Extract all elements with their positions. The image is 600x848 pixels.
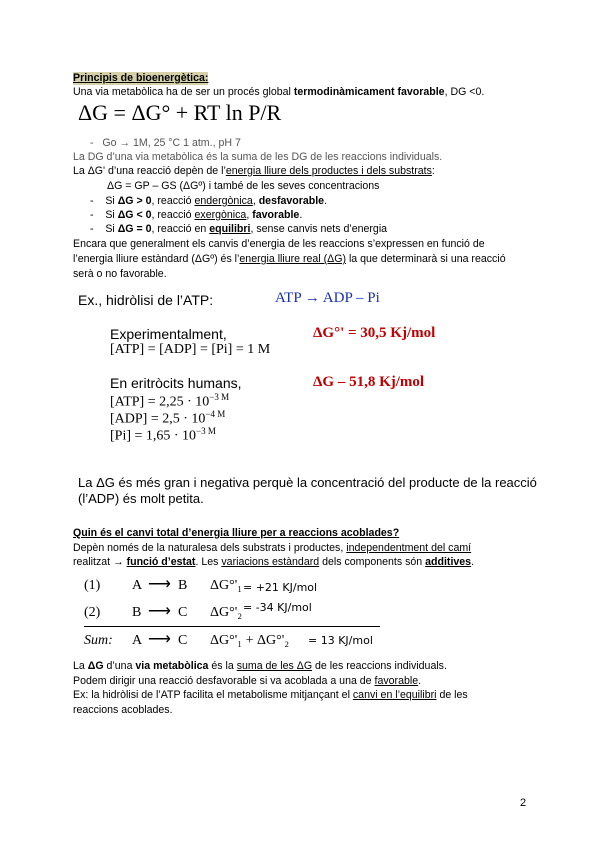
reaction-dg-symbol: ΔG°'₂ (210, 605, 243, 620)
reaction-dg-symbol: ΔG°'₁ + ΔG°'₂ (210, 633, 290, 648)
bullet-text: , (252, 195, 259, 207)
bullet-text: , (246, 209, 253, 221)
pi-exponent: −3 M (196, 426, 216, 436)
standard-conditions: - Go → 1M, 25 °C 1 atm., pH 7 (90, 137, 241, 149)
bullet-text: , reacció (151, 209, 195, 221)
example-note-line2: (l’ADP) és molt petita. (78, 491, 204, 506)
real-dg-value: ΔG – 51,8 Kj/mol (313, 374, 425, 390)
final-text: Ex: la hidròlisi de l’ATP facilita el metabolisme mitjançant el (73, 689, 353, 701)
bullet-text: . (324, 195, 328, 207)
coupled-text: . (471, 556, 475, 568)
sum-line: La DG d’una via metabòlica és la suma de les DG de les reaccions individuals. (73, 151, 443, 163)
final-bold: via metabòlica (135, 660, 209, 672)
pi-concentration (110, 426, 216, 445)
experimental-concentrations: [ATP] = [ADP] = [Pi] = 1 M (110, 342, 271, 357)
bullet-verdict: favorable (252, 209, 300, 221)
depends-line (73, 165, 435, 178)
bullet-condition: ΔG = 0 (117, 223, 152, 235)
arrow-icon: ⟶ (148, 631, 171, 648)
final-text: de les (436, 689, 468, 701)
atp-value: [ATP] = 2,25 · 10 (110, 394, 210, 410)
final-text: La (73, 660, 88, 672)
para1-line2 (73, 253, 506, 266)
final-underlined: canvi en l’equilibri (352, 689, 437, 701)
free-energy-equation: ΔG = ΔG° + RT ln P/R (78, 100, 282, 125)
final-text: de les reaccions individuals. (312, 660, 447, 672)
para1-text: l’energia lliure estàndard (ΔGº) és l’ (73, 253, 240, 265)
reaction-dg-value: = +21 KJ/mol (243, 581, 318, 594)
final-underlined: suma de les ΔG (236, 660, 313, 672)
bullet-text: , reacció (151, 195, 195, 207)
reaction-number: (1) (84, 578, 101, 593)
coupled-underlined: variacions estàndard (221, 556, 320, 568)
gp-gs-line: ΔG = GP – GS (ΔGº) i també de les seves concentracions (107, 180, 380, 192)
final-line4: reaccions acoblades. (73, 704, 173, 716)
final-line2 (73, 675, 421, 688)
coupled-heading: Quin és el canvi total d’energia lliure per a reaccions acoblades? (73, 527, 400, 539)
intro-end: , DG <0. (444, 86, 485, 98)
reaction-dg-symbol: ΔG°'₁ (210, 578, 243, 593)
reaction-product: C (178, 633, 188, 648)
reaction-product: C (178, 605, 188, 620)
reaction-dg-value: = 13 KJ/mol (308, 634, 373, 647)
coupled-text: realitzat → (73, 556, 127, 568)
intro-bold: termodinàmicament favorable (293, 86, 445, 98)
para1-line3: serà o no favorable. (73, 268, 167, 280)
final-line1 (73, 660, 447, 673)
bullet-text: . (299, 209, 303, 221)
standard-dg-value: ΔG°' = 30,5 Kj/mol (313, 325, 436, 341)
section-heading: Principis de bioenergètica: (73, 72, 209, 84)
bullet-condition: ΔG > 0 (117, 195, 152, 207)
para1-text: la que determinarà si una reacció (346, 253, 506, 265)
coupled-text: dels components són (319, 556, 426, 568)
example-title: Ex., hidròlisi de l’ATP: (78, 292, 214, 308)
coupled-underlined: independentment del camí (346, 542, 472, 554)
coupled-line1 (73, 542, 471, 555)
final-text: . (418, 675, 422, 687)
final-text: d’una (103, 660, 136, 672)
bullet-term: exergònica (194, 209, 247, 221)
reaction-reactant: A (132, 633, 143, 648)
reaction-number: (2) (84, 605, 101, 620)
depends-end: : (431, 165, 435, 177)
depends-underlined: energia lliure dels productes i dels substrats (225, 165, 432, 177)
final-line3 (73, 689, 468, 702)
final-text: és la (208, 660, 237, 672)
atp-reaction: ATP → ADP – Pi (275, 290, 380, 306)
para1-underlined: energia lliure real (ΔG) (239, 253, 346, 265)
bullet-text: Si (105, 195, 118, 207)
arrow-icon: ⟶ (148, 603, 171, 620)
bullet-condition: ΔG < 0 (117, 209, 152, 221)
conditions-text: Go → 1M, 25 °C 1 atm., pH 7 (102, 137, 241, 149)
bullet-row: - Si ΔG < 0, reacció exergònica, favorable. (90, 209, 303, 221)
reaction-reactant: B (132, 605, 142, 620)
bullet-text: , reacció en (151, 223, 210, 235)
intro-text: Una via metabòlica ha de ser un procés global (73, 86, 294, 98)
bullet-term: equilibri (209, 223, 251, 235)
adp-exponent: −4 M (205, 409, 226, 419)
bullet-term: endergònica (194, 195, 253, 207)
depends-text: La ΔG' d’una reacció depèn de l’ (73, 165, 226, 177)
bullet-text: , sense canvis nets d’energia (250, 223, 388, 235)
erythrocytes-label: En eritròcits humans, (110, 375, 242, 391)
coupled-text: . Les (195, 556, 222, 568)
reaction-dg-value: = -34 KJ/mol (243, 601, 312, 614)
coupled-line2 (73, 556, 474, 569)
additive-term: additives (425, 556, 472, 568)
reaction-reactant: A (132, 578, 143, 593)
reaction-product: B (178, 578, 188, 593)
adp-value: [ADP] = 2,5 · 10 (110, 411, 206, 427)
reaction-number: Sum: (84, 633, 113, 648)
atp-concentration (110, 392, 229, 411)
state-function: funció d’estat (126, 556, 196, 568)
final-text: Podem dirigir una reacció desfavorable si va acoblada a una de (73, 675, 375, 687)
page-number: 2 (520, 797, 527, 809)
bullet-row: - Si ΔG = 0, reacció en equilibri, sense canvis nets d’energia (90, 223, 388, 235)
bullet-verdict: desfavorable (258, 195, 325, 207)
pi-value: [Pi] = 1,65 · 10 (110, 428, 197, 444)
example-note-line1: La ΔG és més gran i negativa perquè la concentració del producte de la reacció (78, 475, 537, 490)
atp-exponent: −3 M (209, 392, 230, 402)
sum-divider (84, 626, 380, 627)
bullet-text: Si (105, 223, 118, 235)
coupled-text: Depèn només de la naturalesa dels substrats i productes, (73, 542, 347, 554)
arrow-icon: ⟶ (148, 576, 171, 593)
final-underlined: favorable (374, 675, 419, 687)
intro-line (73, 86, 484, 99)
bullet-text: Si (105, 209, 118, 221)
bullet-row: - Si ΔG > 0, reacció endergònica, desfavorable. (90, 195, 328, 207)
adp-concentration (110, 409, 225, 428)
final-bold: ΔG (87, 660, 104, 672)
para1-line1: Encara que generalment els canvis d’energia de les reaccions s’expressen en funció de (73, 238, 485, 250)
experimental-label: Experimentalment, (110, 326, 227, 342)
